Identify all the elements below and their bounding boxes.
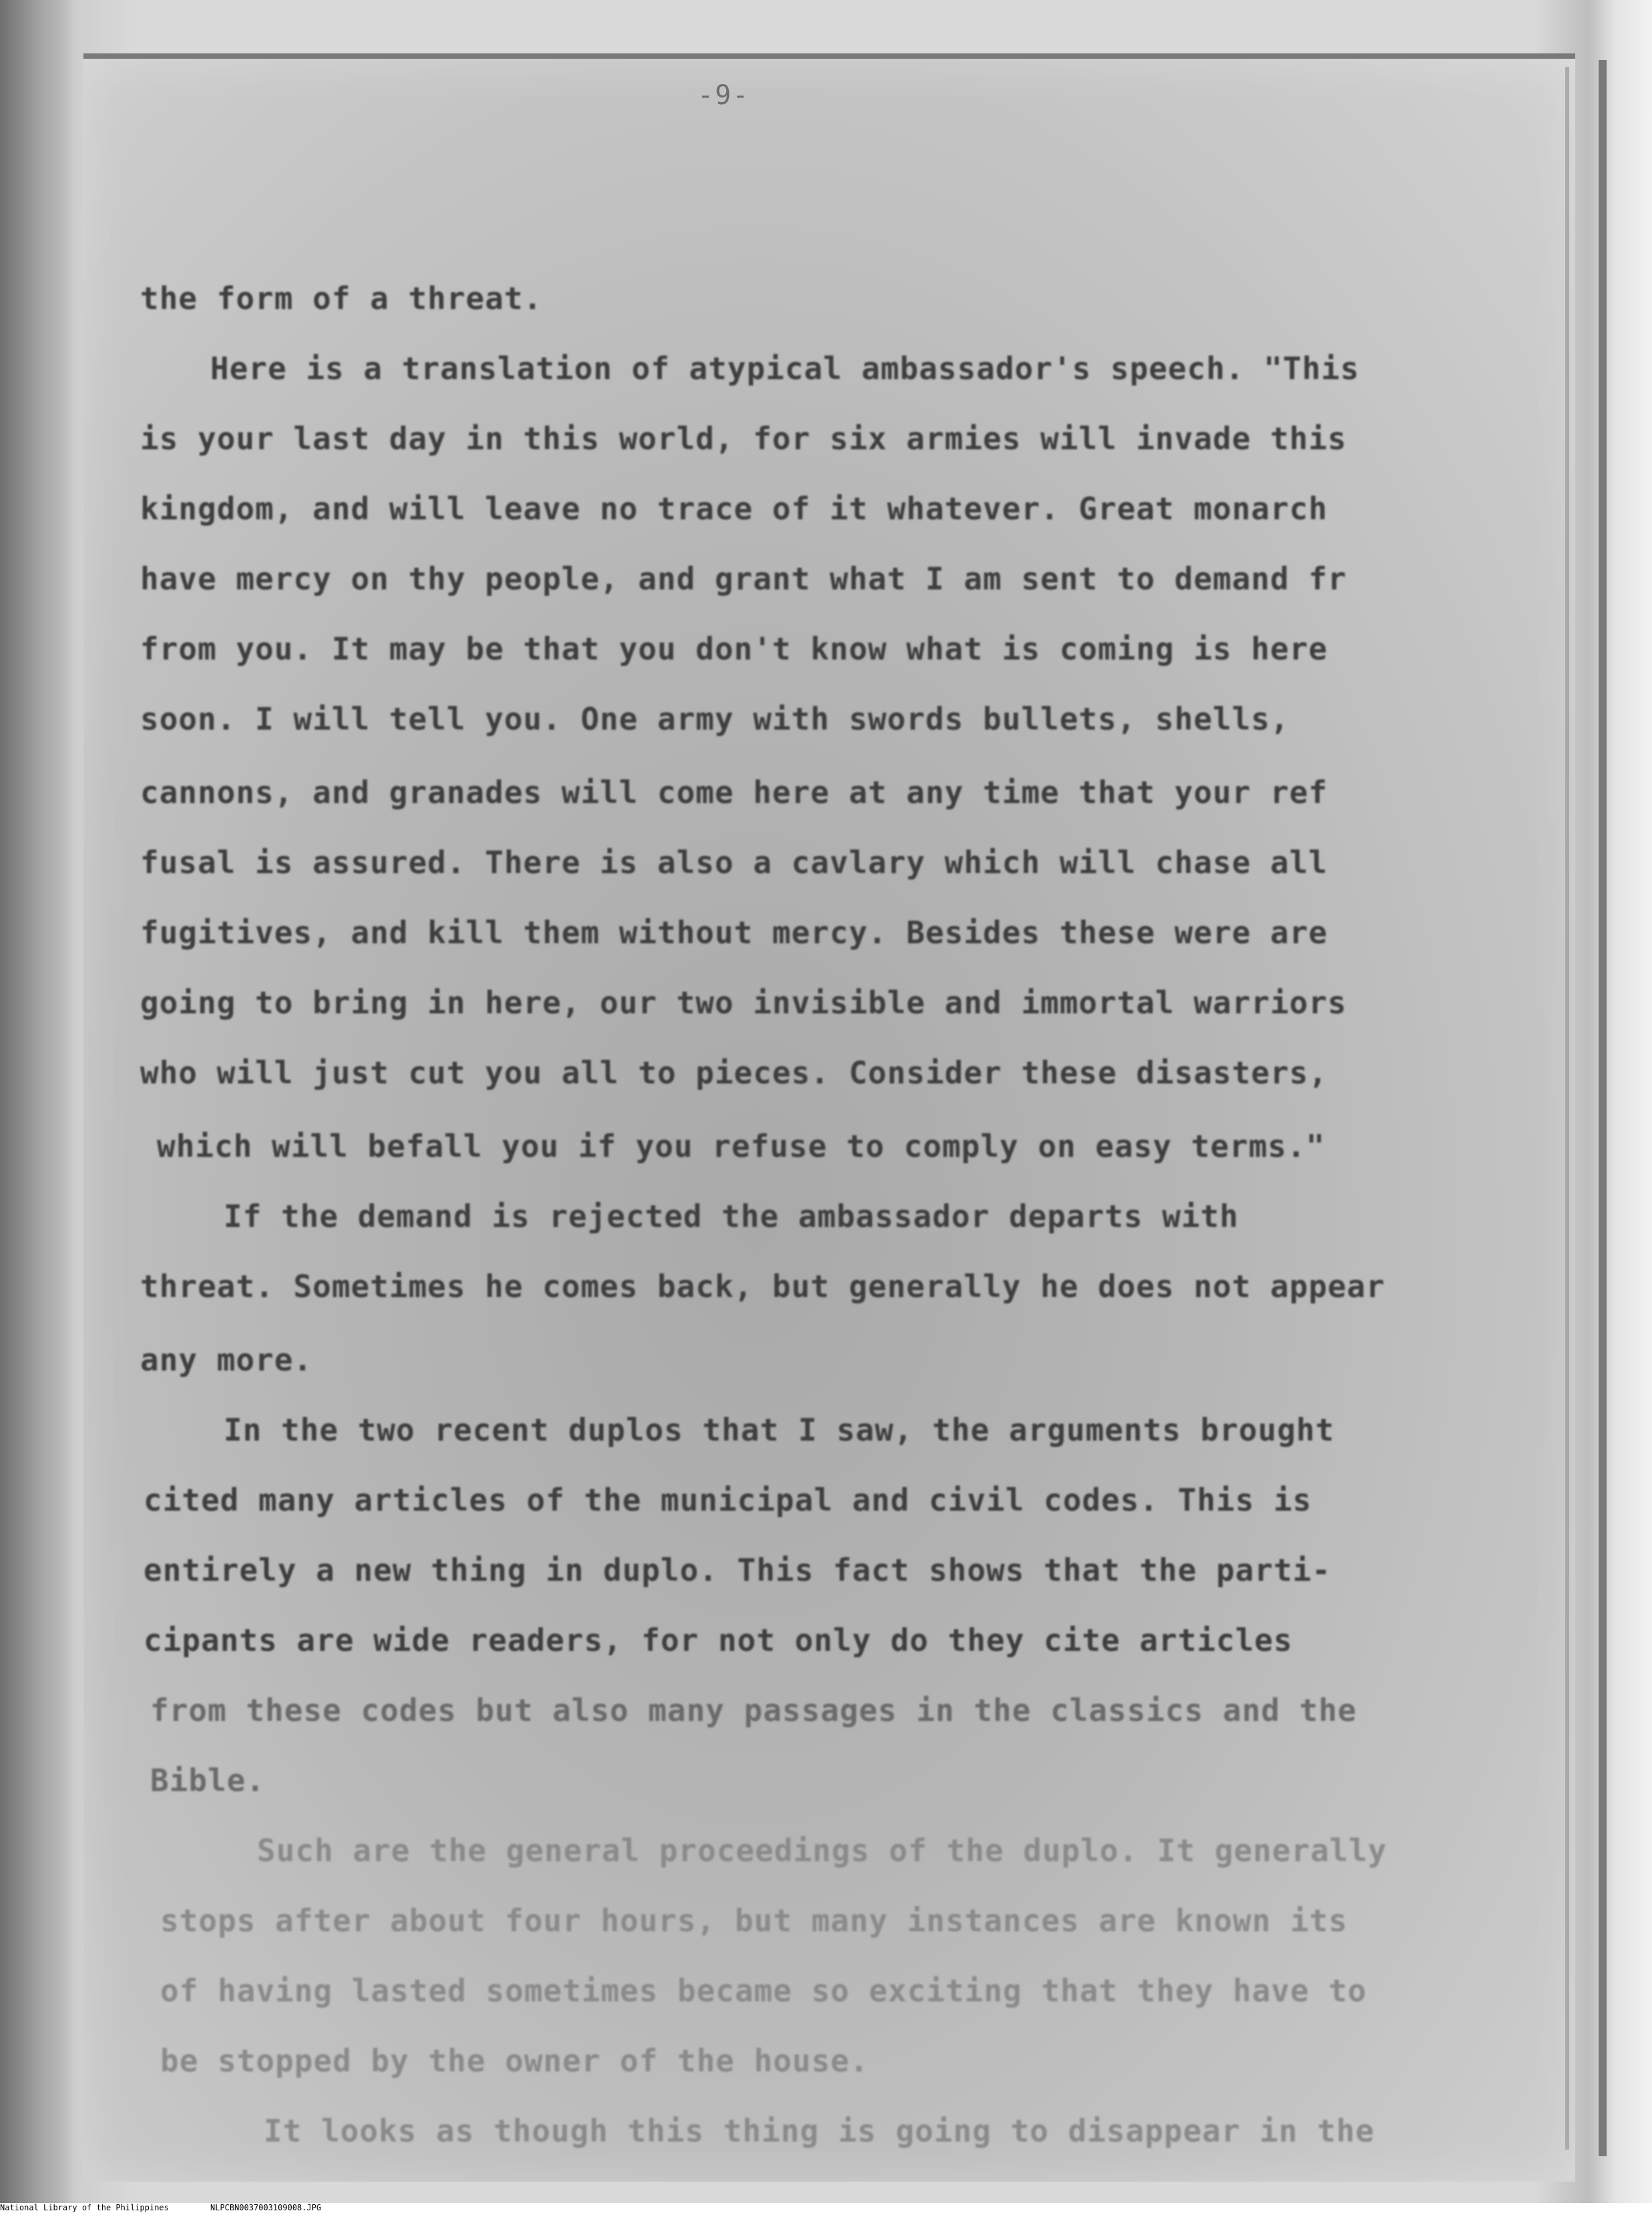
page-edge-outer — [1599, 60, 1607, 2156]
text-line: from these codes but also many passages in the classics and the — [150, 1692, 1357, 1728]
text-line: soon. I will tell you. One army with swords bullets, shells, — [140, 701, 1290, 737]
text-line: going to bring in here, our two invisible and immortal warriors — [140, 985, 1347, 1021]
page-number: -9- — [698, 80, 750, 111]
text-line: cipants are wide readers, for not only do they cite articles — [144, 1622, 1293, 1658]
scan-left-shadow — [0, 0, 73, 2203]
text-line: In the two recent duplos that I saw, the arguments brought — [224, 1412, 1335, 1448]
text-line: Bible. — [150, 1762, 266, 1798]
text-line: Such are the general proceedings of the duplo. It generally — [257, 1832, 1387, 1869]
text-line: entirely a new thing in duplo. This fact shows that the parti- — [144, 1552, 1332, 1588]
text-line: fusal is assured. There is also a cavlary which will chase all — [140, 844, 1328, 881]
text-line: have mercy on thy people, and grant what I am sent to demand fr — [140, 561, 1347, 597]
text-line: cannons, and granades will come here at any time that your ref — [140, 774, 1328, 810]
text-line: stops after about four hours, but many instances are known its — [160, 1903, 1348, 1939]
text-line: cited many articles of the municipal and civil codes. This is — [144, 1482, 1312, 1518]
footer-filename: NLPCBN0037003109008.JPG — [210, 2203, 322, 2212]
text-line: who will just cut you all to pieces. Consider these disasters, — [140, 1055, 1328, 1091]
text-line: be stopped by the owner of the house. — [160, 2043, 869, 2079]
text-line: which will befall you if you refuse to comply on easy terms." — [157, 1128, 1326, 1164]
text-line: the form of a threat. — [140, 280, 543, 316]
footer-library: National Library of the Philippines — [0, 2203, 169, 2212]
text-line: threat. Sometimes he comes back, but generally he does not appear — [140, 1268, 1386, 1304]
text-line: If the demand is rejected the ambassador departs with — [224, 1198, 1239, 1234]
page-edge-inner — [1565, 67, 1569, 2150]
text-line: It looks as though this thing is going to disappear in the — [264, 2113, 1375, 2149]
text-line: of having lasted sometimes became so exciting that they have to — [160, 1973, 1367, 2009]
text-line: kingdom, and will leave no trace of it whatever. Great monarch — [140, 491, 1328, 527]
text-line: fugitives, and kill them without mercy. Besides these were are — [140, 915, 1328, 951]
text-line: is your last day in this world, for six armies will invade this — [140, 421, 1347, 457]
text-line: Here is a translation of atypical ambassador's speech. "This — [210, 350, 1360, 387]
text-line: any more. — [140, 1342, 313, 1378]
text-line: from you. It may be that you don't know what is coming is here — [140, 631, 1328, 667]
